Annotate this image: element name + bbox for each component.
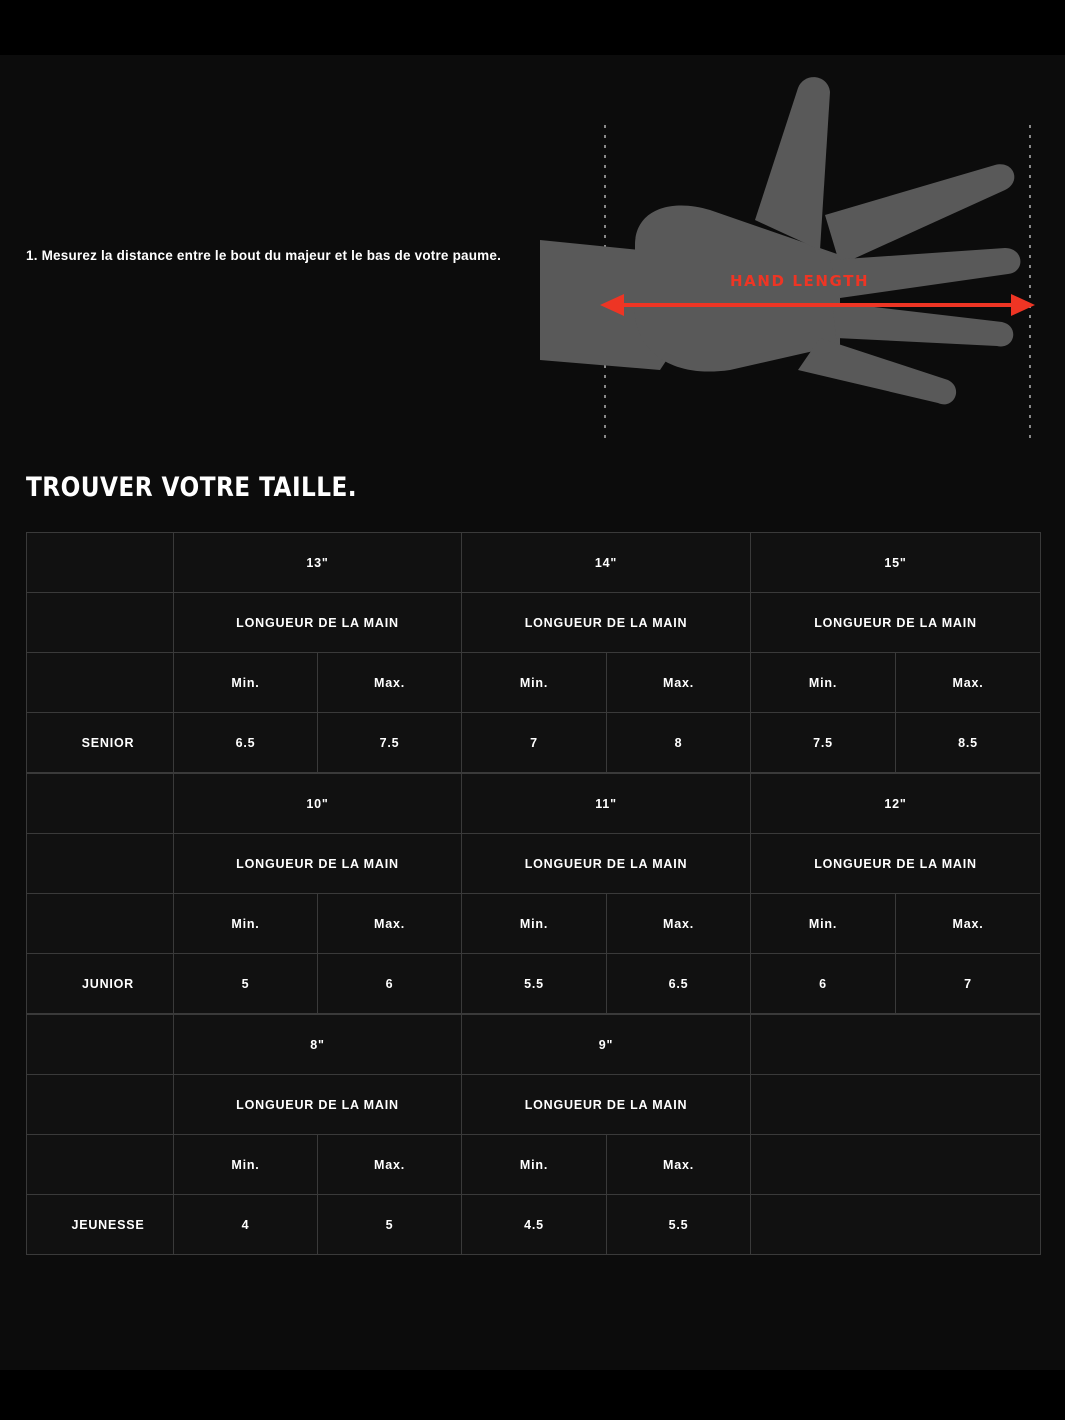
- value-cell: 6.5: [607, 954, 751, 1014]
- top-bar: [0, 0, 1065, 55]
- size-table-senior: [26, 532, 1041, 773]
- measure-instruction: 1. Mesurez la distance entre le bout du majeur et le bas de votre paume.: [26, 248, 502, 263]
- empty-cell: [751, 1015, 1041, 1075]
- empty-cell: [751, 1135, 1041, 1195]
- value-cell: 4.5: [462, 1195, 607, 1255]
- max-header: Max.: [318, 653, 462, 713]
- table-row: [27, 1015, 1041, 1075]
- max-header: Max.: [318, 894, 462, 954]
- row-label-junior: JUNIOR: [27, 954, 174, 1014]
- min-header: Min.: [174, 1135, 318, 1195]
- value-cell: 6: [751, 954, 896, 1014]
- min-header: Min.: [751, 894, 896, 954]
- table-row: [27, 533, 1041, 593]
- size-header: 11": [462, 774, 751, 834]
- size-header: 13": [174, 533, 462, 593]
- value-cell: 4: [174, 1195, 318, 1255]
- spacer-cell: [27, 653, 174, 713]
- value-cell: 5.5: [607, 1195, 751, 1255]
- value-cell: 6: [318, 954, 462, 1014]
- table-row: [27, 774, 1041, 834]
- table-row: [27, 1195, 1041, 1255]
- bottom-bar: [0, 1370, 1065, 1420]
- table-row: [27, 834, 1041, 894]
- max-header: Max.: [896, 894, 1041, 954]
- size-header: 10": [174, 774, 462, 834]
- spacer-cell: [27, 1075, 174, 1135]
- measure-header: LONGUEUR DE LA MAIN: [174, 593, 462, 653]
- table-row: [27, 894, 1041, 954]
- spacer-cell: [27, 593, 174, 653]
- value-cell: 5.5: [462, 954, 607, 1014]
- row-label-senior: SENIOR: [27, 713, 174, 773]
- measure-header: LONGUEUR DE LA MAIN: [462, 593, 751, 653]
- table-row: [27, 593, 1041, 653]
- spacer-cell: [27, 834, 174, 894]
- row-label-jeunesse: JEUNESSE: [27, 1195, 174, 1255]
- spacer-cell: [27, 1135, 174, 1195]
- size-table-jeunesse: [26, 1014, 1041, 1255]
- value-cell: 7: [462, 713, 607, 773]
- max-header: Max.: [607, 653, 751, 713]
- min-header: Min.: [462, 894, 607, 954]
- table-row: [27, 713, 1041, 773]
- max-header: Max.: [318, 1135, 462, 1195]
- min-header: Min.: [751, 653, 896, 713]
- value-cell: 8.5: [896, 713, 1041, 773]
- min-header: Min.: [462, 653, 607, 713]
- max-header: Max.: [607, 894, 751, 954]
- size-header: 12": [751, 774, 1041, 834]
- size-table-junior: [26, 773, 1041, 1014]
- min-header: Min.: [174, 653, 318, 713]
- value-cell: 5: [174, 954, 318, 1014]
- value-cell: 7: [896, 954, 1041, 1014]
- hand-length-label: HAND LENGTH: [730, 272, 870, 290]
- hand-shape: [540, 77, 1020, 404]
- value-cell: 6.5: [174, 713, 318, 773]
- measure-header: LONGUEUR DE LA MAIN: [174, 1075, 462, 1135]
- min-header: Min.: [462, 1135, 607, 1195]
- separator-cell: [27, 1015, 174, 1075]
- measure-header: LONGUEUR DE LA MAIN: [462, 834, 751, 894]
- value-cell: 5: [318, 1195, 462, 1255]
- empty-cell: [751, 1195, 1041, 1255]
- size-header: 15": [751, 533, 1041, 593]
- measure-header: LONGUEUR DE LA MAIN: [462, 1075, 751, 1135]
- hand-illustration: [540, 70, 1040, 460]
- table-row: [27, 954, 1041, 1014]
- measure-header: LONGUEUR DE LA MAIN: [174, 834, 462, 894]
- page-title: TROUVER VOTRE TAILLE.: [26, 472, 358, 503]
- size-header: 8": [174, 1015, 462, 1075]
- measure-header: LONGUEUR DE LA MAIN: [751, 593, 1041, 653]
- size-header: 14": [462, 533, 751, 593]
- value-cell: 7.5: [751, 713, 896, 773]
- table-row: [27, 1075, 1041, 1135]
- value-cell: 8: [607, 713, 751, 773]
- separator-cell: [27, 774, 174, 834]
- measure-header: LONGUEUR DE LA MAIN: [751, 834, 1041, 894]
- table-row: [27, 1135, 1041, 1195]
- spacer-cell: [27, 894, 174, 954]
- size-tables: [26, 532, 1040, 1255]
- table-row: [27, 653, 1041, 713]
- min-header: Min.: [174, 894, 318, 954]
- value-cell: 7.5: [318, 713, 462, 773]
- corner-cell: [27, 533, 174, 593]
- size-header: 9": [462, 1015, 751, 1075]
- empty-cell: [751, 1075, 1041, 1135]
- max-header: Max.: [896, 653, 1041, 713]
- max-header: Max.: [607, 1135, 751, 1195]
